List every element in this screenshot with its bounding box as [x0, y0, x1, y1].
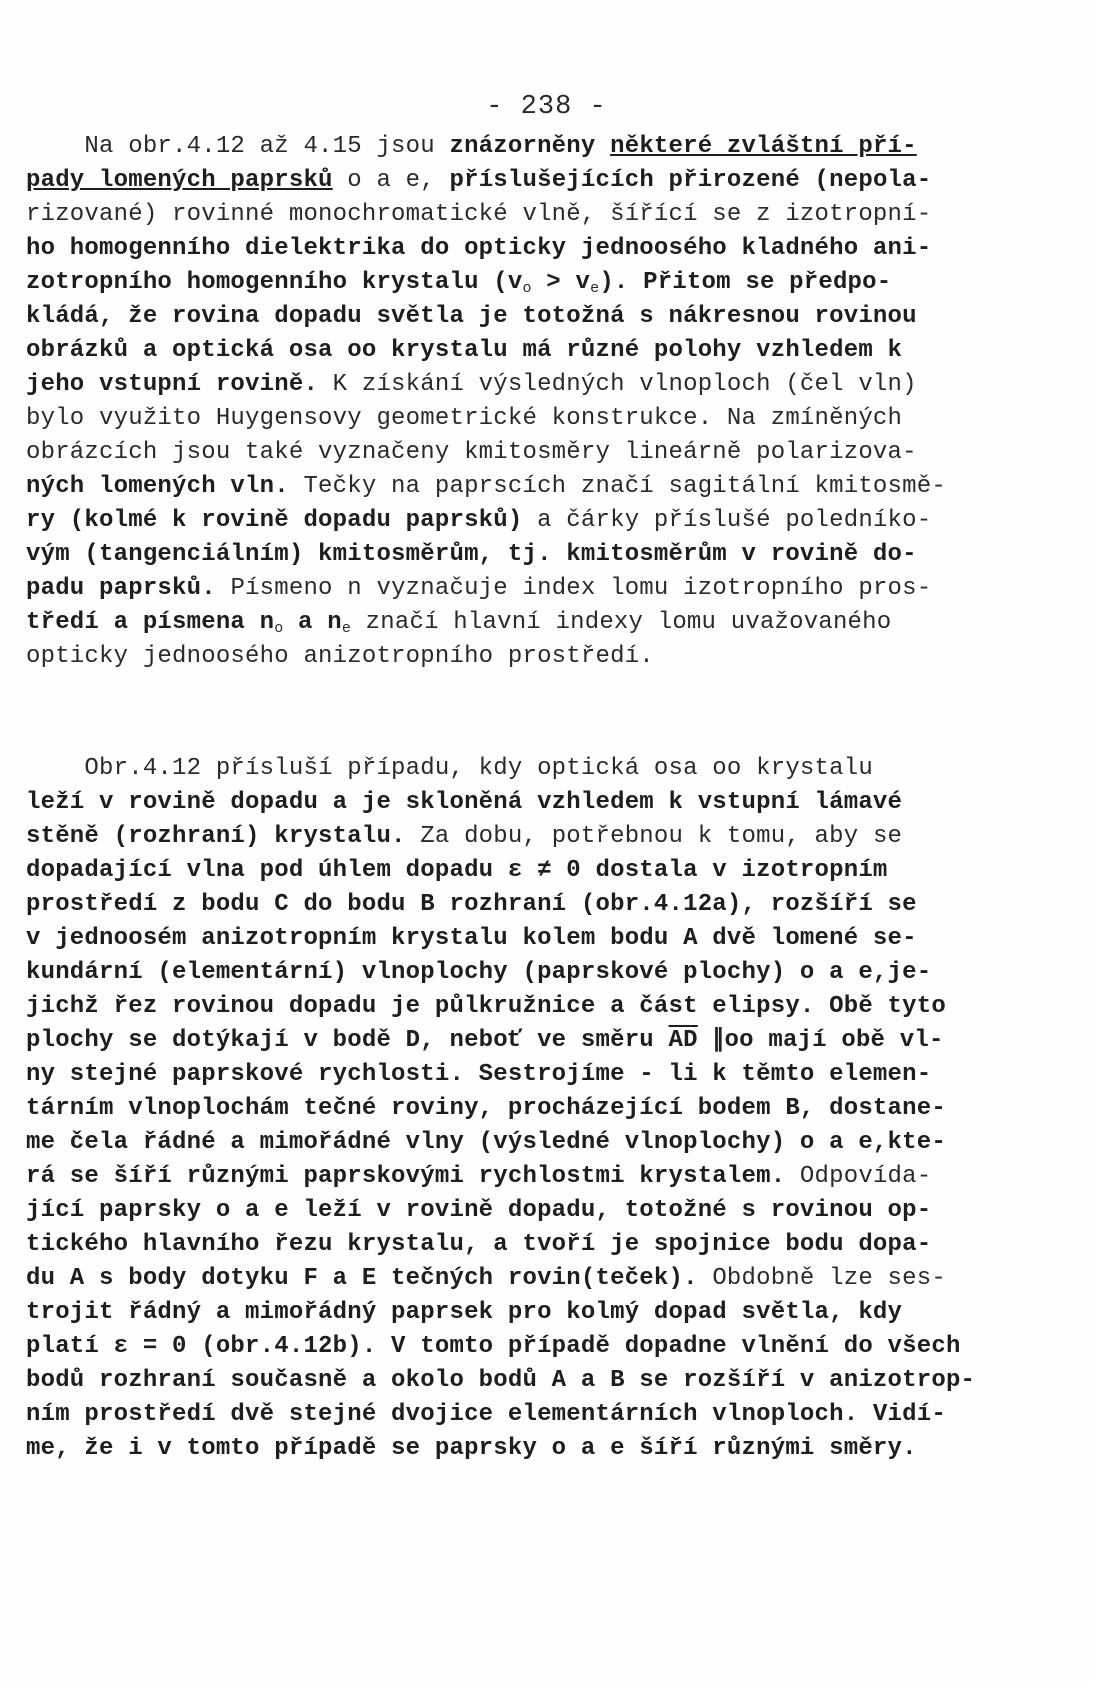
text-segment: pady lomených paprsků: [26, 167, 333, 194]
text-segment: některé zvláštní pří-: [610, 133, 917, 160]
text-segment: jichž řez rovinou dopadu je půlkružnice a část elipsy. Obě tyto: [26, 993, 946, 1020]
text-segment: o a e,: [332, 167, 450, 194]
text-line: [26, 1194, 1086, 1228]
text-line: [26, 888, 1086, 922]
text-segment: $\overline{AD}$: [668, 1027, 698, 1054]
text-segment: trojit řádný a mimořádný paprsek pro kolmý dopad světla, kdy: [26, 1299, 903, 1326]
text-segment: obrázcích jsou také vyznačeny kmitosměry lineárně polarizova-: [26, 439, 917, 466]
text-line: [26, 1296, 1086, 1330]
text-segment: vým (tangenciálním) kmitosměrům, tj. kmitosměrům v rovině do-: [26, 541, 917, 568]
text-segment: kundární (elementární) vlnoplochy (paprskové plochy) o a e,je-: [26, 959, 932, 986]
text-segment: e: [590, 280, 600, 297]
paragraph-1: [26, 130, 1086, 674]
text-segment: opticky jednoosého anizotropního prostředí.: [26, 643, 654, 670]
paragraph-2: [26, 752, 1086, 1466]
text-segment: ných lomených vln.: [26, 473, 289, 500]
text-line: [26, 606, 1086, 640]
text-line: [26, 198, 1086, 232]
text-line: [26, 402, 1086, 436]
text-segment: příslušejících přirozené (nepola-: [449, 167, 932, 194]
text-segment: tředí a písmena n: [26, 609, 275, 636]
text-line: [26, 1262, 1086, 1296]
text-segment: ny stejné paprskové rychlosti. Sestrojíme - li k těmto elemen-: [26, 1061, 932, 1088]
text-segment: rá se šíří různými paprskovými rychlostmi krystalem.: [26, 1163, 786, 1190]
text-segment: bodů rozhraní současně a okolo bodů A a B se rozšíří v anizotrop-: [26, 1367, 976, 1394]
text-segment: me, že i v tomto případě se paprsky o a e šíří různými směry.: [26, 1435, 917, 1462]
text-segment: prostředí z bodu C do bodu B rozhraní (obr.4.12a), rozšíří se: [26, 891, 917, 918]
text-line: [26, 300, 1086, 334]
text-line: [26, 1126, 1086, 1160]
text-segment: Odpovída-: [785, 1163, 932, 1190]
text-line: [26, 922, 1086, 956]
text-segment: bylo využito Huygensovy geometrické konstrukce. Na zmíněných: [26, 405, 903, 432]
text-line: [26, 436, 1086, 470]
text-line: [26, 266, 1086, 300]
text-segment: Obdobně lze ses-: [697, 1265, 946, 1292]
text-segment: jící paprsky o a e leží v rovině dopadu, totožné s rovinou op-: [26, 1197, 932, 1224]
text-segment: znázorněny: [449, 133, 611, 160]
text-segment: Písmeno n vyznačuje index lomu izotropního pros-: [215, 575, 932, 602]
text-line: [26, 1330, 1086, 1364]
text-segment: ním prostředí dvě stejné dvojice elementárních vlnoploch. Vidí-: [26, 1401, 946, 1428]
text-segment: stěně (rozhraní) krystalu.: [26, 823, 406, 850]
text-line: [26, 854, 1086, 888]
text-segment: leží v rovině dopadu a je skloněná vzhledem k vstupní lámavé: [26, 789, 903, 816]
text-line: [26, 538, 1086, 572]
text-segment: K získání výsledných vlnoploch (čel vln): [318, 371, 917, 398]
text-segment: platí ε = 0 (obr.4.12b). V tomto případě dopadne vlnění do všech: [26, 1333, 961, 1360]
text-line: [26, 1228, 1086, 1262]
text-line: [26, 1364, 1086, 1398]
text-line: [26, 504, 1086, 538]
text-segment: Za dobu, potřebnou k tomu, aby se: [405, 823, 903, 850]
text-segment: > v: [531, 269, 591, 296]
text-line: [26, 752, 1086, 786]
text-line: [26, 334, 1086, 368]
text-segment: a n: [283, 609, 342, 636]
text-segment: e: [341, 620, 352, 637]
text-line: [26, 1160, 1086, 1194]
text-line: [26, 820, 1086, 854]
text-segment: du A s body dotyku F a E tečných rovin(teček).: [26, 1265, 698, 1292]
text-line: [26, 232, 1086, 266]
text-segment: Obr.4.12 přísluší případu, kdy optická osa oo krystalu: [26, 755, 873, 782]
page-number: - 238 -: [486, 92, 607, 122]
text-segment: ry (kolmé k rovině dopadu paprsků): [26, 507, 523, 534]
text-segment: v jednoosém anizotropním krystalu kolem bodu A dvě lomené se-: [26, 925, 917, 952]
text-segment: me čela řádné a mimořádné vlny (výsledné vlnoplochy) o a e,kte-: [26, 1129, 946, 1156]
text-segment: rizované) rovinné monochromatické vlně, šířící se z izotropní-: [26, 201, 932, 228]
text-line: [26, 1024, 1086, 1058]
text-line: [26, 1058, 1086, 1092]
text-line: [26, 990, 1086, 1024]
text-line: [26, 956, 1086, 990]
text-segment: Tečky na paprscích značí sagitální kmitosmě-: [288, 473, 946, 500]
text-line: [26, 164, 1086, 198]
text-line: [26, 368, 1086, 402]
text-segment: tárním vlnoplochám tečné roviny, procházející bodem B, dostane-: [26, 1095, 946, 1122]
text-segment: Na obr.4.12 až 4.15 jsou: [26, 133, 450, 160]
text-line: [26, 572, 1086, 606]
text-segment: ). Přitom se předpo-: [599, 269, 892, 296]
text-segment: o: [522, 280, 532, 297]
text-line: [26, 470, 1086, 504]
text-segment: tického hlavního řezu krystalu, a tvoří je spojnice bodu dopa-: [26, 1231, 932, 1258]
text-segment: a čárky příslušé poledníko-: [522, 507, 932, 534]
text-segment: ∥oo mají obě vl-: [697, 1027, 944, 1054]
text-line: [26, 1398, 1086, 1432]
text-line: [26, 786, 1086, 820]
text-segment: kládá, že rovina dopadu světla je totožná s nákresnou rovinou: [26, 303, 917, 330]
text-segment: jeho vstupní rovině.: [26, 371, 319, 398]
text-segment: dopadající vlna pod úhlem dopadu ε ≠ 0 dostala v izotropním: [26, 857, 888, 884]
text-segment: značí hlavní indexy lomu uvažovaného: [351, 609, 892, 636]
text-line: [26, 130, 1086, 164]
text-line: [26, 640, 1086, 674]
text-line: [26, 1092, 1086, 1126]
text-segment: obrázků a optická osa oo krystalu má různé polohy vzhledem k: [26, 337, 903, 364]
text-segment: zotropního homogenního krystalu (v: [26, 269, 523, 296]
text-segment: plochy se dotýkají v bodě D, neboť ve směru: [26, 1027, 669, 1054]
text-segment: ho homogenního dielektrika do opticky jednoosého kladného ani-: [26, 235, 932, 262]
text-segment: o: [274, 620, 284, 637]
text-line: [26, 1432, 1086, 1466]
text-segment: padu paprsků.: [26, 575, 216, 602]
